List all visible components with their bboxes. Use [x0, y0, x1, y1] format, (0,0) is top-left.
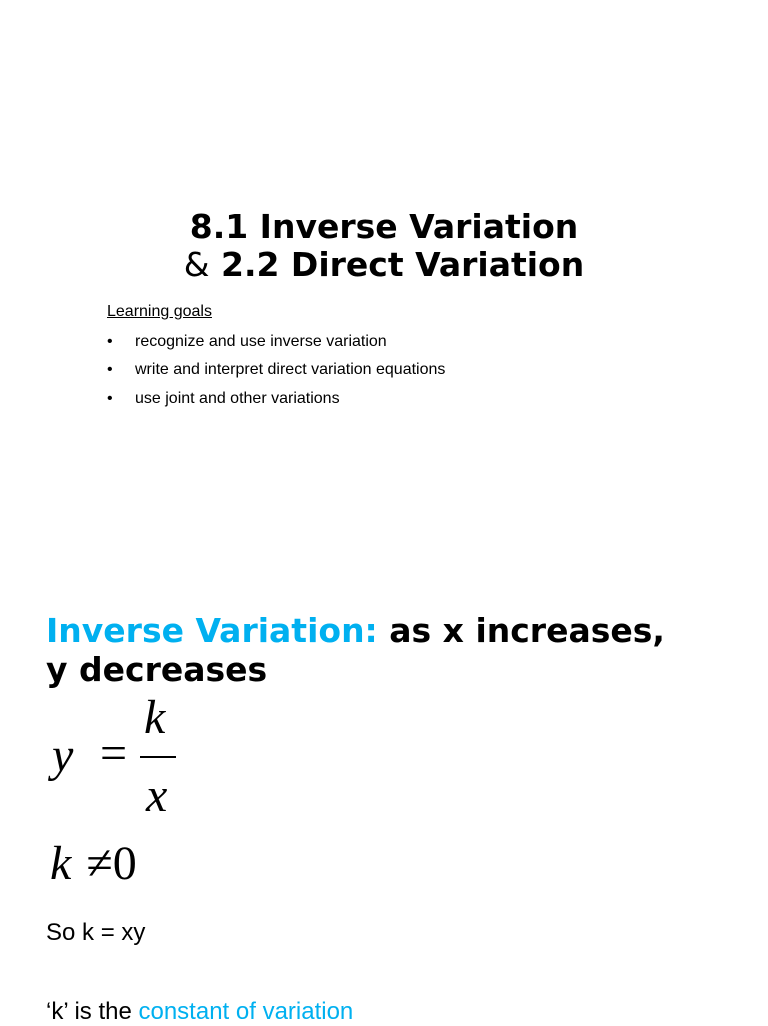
- condition-value: 0: [112, 837, 137, 890]
- condition-op: ≠: [86, 837, 113, 890]
- inverse-variation-heading: [46, 611, 746, 689]
- bullet-icon: •: [107, 361, 113, 378]
- learning-goals-heading: Learning goals: [107, 303, 212, 320]
- bullet-icon: •: [107, 390, 113, 407]
- constant-of-variation-line: [46, 998, 353, 1026]
- learning-goal-text: use joint and other variations: [135, 390, 340, 407]
- formula-denominator: x: [146, 769, 168, 822]
- constant-prefix: ‘k’ is the: [46, 998, 132, 1025]
- title-line-2-text: 2.2 Direct Variation: [220, 245, 585, 284]
- learning-goal-text: recognize and use inverse variation: [135, 333, 387, 350]
- title-line-1: 8.1 Inverse Variation: [189, 207, 579, 246]
- constant-of-variation-term: constant of variation: [138, 998, 354, 1025]
- so-k-equals-xy: So k = xy: [46, 919, 146, 946]
- page-title: [0, 208, 768, 284]
- bullet-icon: •: [107, 333, 113, 350]
- title-line-2: [0, 246, 768, 284]
- heading-rest: as x increases,: [389, 611, 665, 650]
- condition-var: k: [50, 837, 72, 890]
- formula-numerator: k: [144, 691, 166, 744]
- title-ampersand: &: [183, 245, 210, 284]
- heading-line-2: y decreases: [46, 650, 268, 689]
- inverse-variation-term: Inverse Variation:: [46, 611, 378, 650]
- formula-lhs: y: [52, 729, 74, 782]
- learning-goal-item: [107, 333, 387, 351]
- nonzero-condition: [50, 836, 137, 896]
- fraction-bar: [140, 756, 176, 758]
- formula-equals: =: [100, 727, 128, 780]
- inverse-variation-formula: [46, 690, 206, 830]
- learning-goal-text: write and interpret direct variation equations: [135, 361, 446, 378]
- learning-goal-item: [107, 390, 340, 408]
- learning-goal-item: [107, 361, 445, 379]
